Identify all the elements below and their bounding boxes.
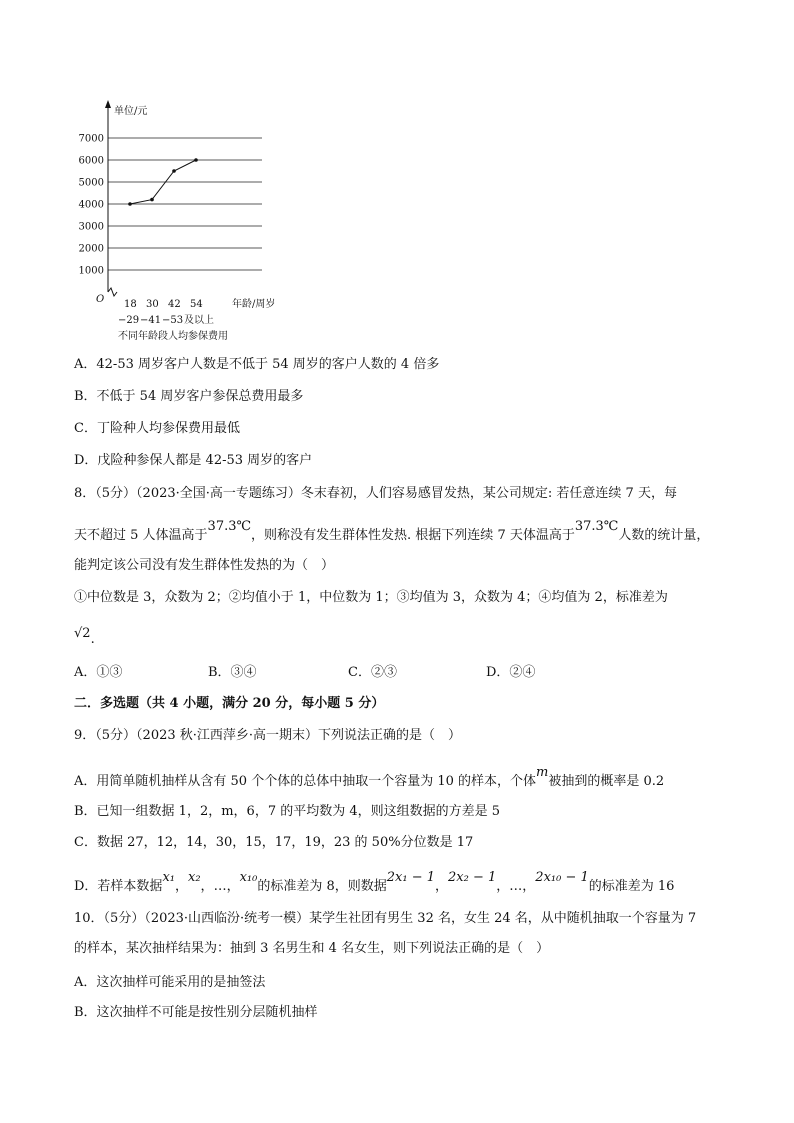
var-x1: x₁ (162, 870, 175, 885)
q8-option-a: A．①③ (74, 665, 123, 680)
chart-caption: 不同年龄段人均参保费用 (118, 331, 228, 342)
q9-option-a: A．用简单随机抽样从含有 50 个个体的总体中抽取一个容量为 10 的样本，个体m被抽到的概率是 0.2 (74, 765, 665, 789)
y-tick-label: 5000 (78, 177, 104, 189)
q9-stem: 9．（5分）（2023 秋·江西萍乡·高一期末）下列说法正确的是（ ） (74, 728, 462, 743)
data-point (150, 198, 154, 202)
sqrt-two: √2 (74, 626, 91, 641)
x-tick-label-range: −29 (118, 315, 140, 326)
var-x10: x₁₀ (239, 870, 258, 885)
q9-option-d: D．若样本数据x₁，x₂，…，x₁₀的标准差为 8，则数据2x₁ − 1，2x₂ − 1，…，2x₁₀ − 1的标准差为 16 (74, 870, 675, 894)
x-tick-label-range: 及以上 (184, 315, 214, 326)
q7-option-d: D．戊险种参保人都是 42-53 周岁的客户 (74, 453, 313, 468)
x-tick-label: 54 (190, 299, 203, 310)
x-tick-label: 18 (124, 299, 137, 310)
data-point (128, 202, 132, 206)
x-tick-label: 30 (146, 299, 159, 310)
y-axis-label: 单位/元 (114, 106, 148, 117)
data-point (194, 158, 198, 162)
x-tick-labels (118, 299, 214, 326)
section-heading: 二．多选题（共 4 小题，满分 20 分，每小题 5 分） (74, 696, 385, 711)
expr-y2: 2x₂ − 1 (448, 870, 497, 885)
var-m: m (536, 765, 549, 780)
q7-option-b: B．不低于 54 周岁客户参保总费用最多 (74, 389, 304, 404)
q9-option-c: C．数据 27，12，14，30，15，17，19，23 的 50%分位数是 17 (74, 835, 474, 850)
y-tick-label: 1000 (78, 265, 104, 277)
q7-option-c: C．丁险种人均参保费用最低 (74, 421, 240, 436)
x-axis-break (108, 288, 117, 296)
expr-y10: 2x₁₀ − 1 (535, 870, 589, 885)
chart-axes (105, 100, 117, 296)
q8-option-b: B．③④ (208, 665, 257, 680)
expr-y1: 2x₁ − 1 (386, 870, 435, 885)
q8-text: 天不超过 5 人体温高于 (74, 528, 208, 543)
y-tick-labels (79, 134, 104, 277)
y-tick-label: 6000 (78, 155, 104, 167)
temperature: 37.3℃ (207, 519, 252, 534)
x-tick-label-range: −41 (140, 315, 162, 326)
q8-option-d: D．②④ (486, 665, 536, 680)
period: . (90, 632, 95, 647)
q8-stem-line4: ①中位数是 3，众数为 2；②均值小于 1，中位数为 1；③均值为 3，众数为 4；④均值为 2，标准差为 (74, 590, 668, 605)
y-axis-arrow (105, 100, 111, 108)
y-tick-label: 4000 (78, 199, 104, 211)
q9-option-b: B．已知一组数据 1，2，m，6，7 的平均数为 4，则这组数据的方差是 5 (74, 804, 501, 819)
temperature: 37.3℃ (574, 519, 619, 534)
x-tick-label-range: −53 (162, 315, 184, 326)
origin-label: O (96, 294, 105, 305)
q8-stem-line2 (74, 519, 710, 545)
q10-stem-line1: 10．（5分）（2023·山西临汾·统考一模）某学生社团有男生 32 名，女生 24 名，从中随机抽取一个容量为 7 (74, 911, 697, 926)
q8-option-c: C．②③ (348, 665, 397, 680)
line-chart (72, 96, 302, 346)
q10-option-a: A．这次抽样可能采用的是抽签法 (74, 975, 266, 990)
y-tick-label: 3000 (78, 221, 104, 233)
q10-stem-line2: 的样本，某次抽样结果为：抽到 3 名男生和 4 名女生，则下列说法正确的是（ ） (74, 941, 550, 956)
q7-option-a: A．42-53 周岁客户人数是不低于 54 周岁的客户人数的 4 倍多 (74, 357, 440, 372)
q10-option-b: B．这次抽样不可能是按性别分层随机抽样 (74, 1005, 318, 1020)
q8-sqrt-line (74, 625, 95, 647)
var-x2: x₂ (188, 870, 201, 885)
y-tick-label: 2000 (78, 243, 104, 255)
y-tick-label: 7000 (78, 133, 104, 145)
q8-stem-line1: 8．（5分）（2023·全国·高一专题练习）冬末春初，人们容易感冒发热，某公司规定: 若任意连续 7 天，每 (74, 486, 677, 501)
x-axis-label: 年龄/周岁 (232, 299, 276, 310)
data-point (172, 169, 176, 173)
q8-stem-line3: 能判定该公司没有发生群体性发热的为（ ） (74, 558, 335, 573)
q8-text: ，则称没有发生群体性发热. 根据下列连续 7 天体温高于 (251, 528, 575, 543)
x-tick-label: 42 (168, 299, 181, 310)
q8-text: 人数的统计量， (618, 528, 710, 543)
